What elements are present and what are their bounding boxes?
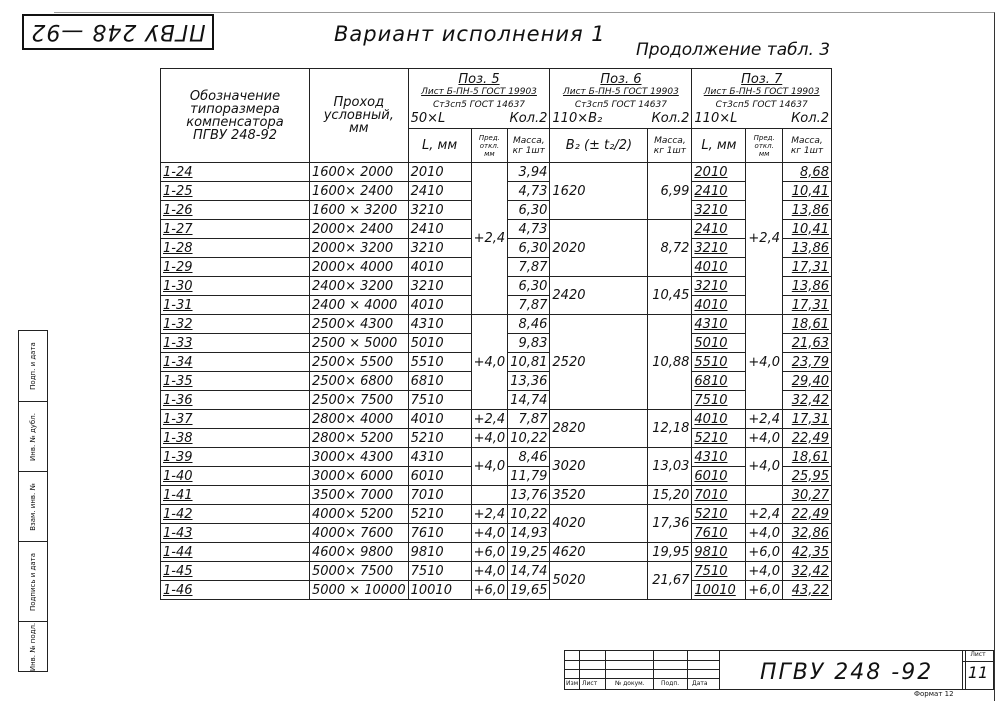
poz6-mass-cell: 10,45	[648, 277, 692, 315]
subheader-B6: B₂ (± t₂/2)	[550, 129, 648, 163]
nominal-size-cell: 2500 × 5000	[310, 334, 409, 353]
poz5-mass-cell: 7,87	[508, 258, 550, 277]
poz5-deviation-cell: +6,0	[471, 581, 508, 600]
stamp-text: ПГВУ 248 —92	[30, 19, 206, 45]
poz6-mass-cell: 13,03	[648, 448, 692, 486]
poz6-mass-cell: 21,67	[648, 562, 692, 600]
poz7-mass-cell: 25,95	[782, 467, 831, 486]
table-row	[161, 562, 832, 581]
nominal-size-cell: 1600× 2400	[310, 182, 409, 201]
poz7-deviation-cell: +2,4	[746, 410, 783, 429]
poz5-length-cell: 4010	[408, 410, 471, 429]
poz7-mass-cell: 13,86	[782, 239, 831, 258]
poz5-mass-cell: 19,25	[508, 543, 550, 562]
header-designation: Обозначение типоразмера компенсатора ПГВУ 248-92	[161, 69, 310, 163]
nominal-size-cell: 5000 × 10000	[310, 581, 409, 600]
poz5-length-cell: 2010	[408, 163, 471, 182]
poz6-width-cell: 2520	[550, 315, 648, 410]
nominal-size-cell: 2500× 4300	[310, 315, 409, 334]
side-cell-2: Подпись и дата	[19, 541, 47, 622]
poz7-mass-cell: 18,61	[782, 448, 831, 467]
poz5-length-cell: 4010	[408, 258, 471, 277]
nominal-size-cell: 5000× 7500	[310, 562, 409, 581]
designation-cell: 1-43	[161, 524, 310, 543]
binding-strip	[18, 330, 48, 672]
poz5-mass-cell: 14,74	[508, 391, 550, 410]
col-date: Дата	[692, 680, 708, 687]
poz7-deviation-cell: +4,0	[746, 562, 783, 581]
poz7-mass-cell: 22,49	[782, 429, 831, 448]
poz5-length-cell: 5210	[408, 505, 471, 524]
poz6-width-cell: 5020	[550, 562, 648, 600]
poz5-length-cell: 3210	[408, 201, 471, 220]
poz7-mass-cell: 17,31	[782, 296, 831, 315]
designation-cell: 1-29	[161, 258, 310, 277]
table-row	[161, 543, 832, 562]
poz7-length-cell: 4010	[692, 258, 746, 277]
col-izm: Изм	[566, 680, 579, 687]
poz7-mass-cell: 30,27	[782, 486, 831, 505]
table-row	[161, 448, 832, 467]
poz7-length-cell: 2010	[692, 163, 746, 182]
designation-cell: 1-28	[161, 239, 310, 258]
nominal-size-cell: 2500× 6800	[310, 372, 409, 391]
poz5-mass-cell: 14,74	[508, 562, 550, 581]
poz6-width-cell: 4020	[550, 505, 648, 543]
document-code: ПГВУ 248 -92	[760, 660, 934, 685]
subheader-mass5: Масса, кг 1шт	[508, 129, 550, 163]
format-label: Формат 12	[914, 690, 954, 698]
poz6-width-cell: 3520	[550, 486, 648, 505]
table-row	[161, 410, 832, 429]
poz7-mass-cell: 32,86	[782, 524, 831, 543]
poz5-length-cell: 3210	[408, 277, 471, 296]
poz5-mass-cell: 13,76	[508, 486, 550, 505]
poz7-length-cell: 4310	[692, 315, 746, 334]
subheader-L7: L, мм	[692, 129, 746, 163]
poz5-mass-cell: 7,87	[508, 410, 550, 429]
sheet-box	[962, 650, 994, 690]
poz7-length-cell: 4010	[692, 410, 746, 429]
poz5-deviation-cell	[471, 486, 508, 505]
table-row	[161, 581, 832, 600]
data-table	[160, 68, 832, 600]
poz5-deviation-cell: +4,0	[471, 562, 508, 581]
side-cell-5: Подп. и дата	[29, 342, 37, 390]
nominal-size-cell: 2000× 2400	[310, 220, 409, 239]
header-nominal-size: Проход условный, мм	[310, 69, 409, 163]
poz5-length-cell: 2410	[408, 182, 471, 201]
poz5-length-cell: 5210	[408, 429, 471, 448]
poz5-length-cell: 7610	[408, 524, 471, 543]
poz5-length-cell: 2410	[408, 220, 471, 239]
designation-cell: 1-44	[161, 543, 310, 562]
sheet-number: 11	[967, 663, 989, 682]
nominal-size-cell: 4600× 9800	[310, 543, 409, 562]
poz7-length-cell: 7610	[692, 524, 746, 543]
table-row	[161, 163, 832, 182]
poz5-mass-cell: 4,73	[508, 182, 550, 201]
poz7-deviation-cell: +2,4	[746, 505, 783, 524]
poz7-deviation-cell: +4,0	[746, 524, 783, 543]
nominal-size-cell: 1600× 2000	[310, 163, 409, 182]
table-row	[161, 315, 832, 334]
poz5-length-cell: 7510	[408, 391, 471, 410]
poz5-length-cell: 5010	[408, 334, 471, 353]
poz7-length-cell: 5510	[692, 353, 746, 372]
poz6-width-cell: 2420	[550, 277, 648, 315]
subheader-L5: L, мм	[408, 129, 471, 163]
poz5-mass-cell: 8,46	[508, 448, 550, 467]
nominal-size-cell: 2000× 3200	[310, 239, 409, 258]
poz7-deviation-cell: +4,0	[746, 448, 783, 486]
poz5-deviation-cell: +4,0	[471, 429, 508, 448]
poz7-mass-cell: 42,35	[782, 543, 831, 562]
table-row	[161, 486, 832, 505]
poz5-mass-cell: 6,30	[508, 277, 550, 296]
poz5-length-cell: 4310	[408, 448, 471, 467]
nominal-size-cell: 4000× 5200	[310, 505, 409, 524]
poz5-mass-cell: 6,30	[508, 239, 550, 258]
designation-cell: 1-33	[161, 334, 310, 353]
poz5-mass-cell: 10,81	[508, 353, 550, 372]
poz5-mass-cell: 10,22	[508, 505, 550, 524]
poz5-length-cell: 6010	[408, 467, 471, 486]
designation-cell: 1-34	[161, 353, 310, 372]
poz7-length-cell: 5210	[692, 429, 746, 448]
designation-cell: 1-41	[161, 486, 310, 505]
poz7-length-cell: 3210	[692, 277, 746, 296]
poz7-mass-cell: 10,41	[782, 182, 831, 201]
poz5-deviation-cell: +4,0	[471, 448, 508, 486]
poz6-width-cell: 4620	[550, 543, 648, 562]
designation-cell: 1-46	[161, 581, 310, 600]
side-cell-3: Взам. инв. №	[19, 471, 47, 542]
poz5-length-cell: 10010	[408, 581, 471, 600]
poz7-length-cell: 10010	[692, 581, 746, 600]
designation-cell: 1-45	[161, 562, 310, 581]
poz6-width-cell: 3020	[550, 448, 648, 486]
poz7-mass-cell: 43,22	[782, 581, 831, 600]
poz7-mass-cell: 13,86	[782, 201, 831, 220]
designation-cell: 1-27	[161, 220, 310, 239]
poz7-length-cell: 9810	[692, 543, 746, 562]
poz5-length-cell: 9810	[408, 543, 471, 562]
designation-cell: 1-39	[161, 448, 310, 467]
poz7-mass-cell: 32,42	[782, 562, 831, 581]
poz7-length-cell: 7510	[692, 391, 746, 410]
designation-cell: 1-37	[161, 410, 310, 429]
poz7-mass-cell: 10,41	[782, 220, 831, 239]
poz5-mass-cell: 8,46	[508, 315, 550, 334]
designation-cell: 1-42	[161, 505, 310, 524]
poz7-mass-cell: 17,31	[782, 258, 831, 277]
poz7-deviation-cell: +4,0	[746, 429, 783, 448]
poz5-mass-cell: 19,65	[508, 581, 550, 600]
poz6-mass-cell: 10,88	[648, 315, 692, 410]
poz7-length-cell: 6010	[692, 467, 746, 486]
nominal-size-cell: 2000× 4000	[310, 258, 409, 277]
poz7-length-cell: 3210	[692, 239, 746, 258]
poz5-length-cell: 7010	[408, 486, 471, 505]
poz7-deviation-cell: +4,0	[746, 315, 783, 410]
designation-cell: 1-36	[161, 391, 310, 410]
poz7-length-cell: 2410	[692, 220, 746, 239]
poz7-deviation-cell: +6,0	[746, 581, 783, 600]
designation-cell: 1-24	[161, 163, 310, 182]
nominal-size-cell: 2400 × 4000	[310, 296, 409, 315]
nominal-size-cell: 1600 × 3200	[310, 201, 409, 220]
rotated-stamp	[22, 14, 214, 50]
poz7-length-cell: 5010	[692, 334, 746, 353]
designation-cell: 1-26	[161, 201, 310, 220]
poz7-deviation-cell: +6,0	[746, 543, 783, 562]
poz5-mass-cell: 7,87	[508, 296, 550, 315]
poz5-length-cell: 4010	[408, 296, 471, 315]
poz7-length-cell: 6810	[692, 372, 746, 391]
poz7-length-cell: 7510	[692, 562, 746, 581]
subheader-dev5: Пред. откл. мм	[471, 129, 508, 163]
poz7-mass-cell: 22,49	[782, 505, 831, 524]
poz6-mass-cell: 6,99	[648, 163, 692, 220]
nominal-size-cell: 2800× 4000	[310, 410, 409, 429]
designation-cell: 1-30	[161, 277, 310, 296]
designation-cell: 1-35	[161, 372, 310, 391]
header-poz6: Поз. 6 Лист Б-ПН-5 ГОСТ 19903 Ст3сп5 ГОСТ 14637 110×B₂ Кол.2	[550, 69, 692, 129]
poz7-mass-cell: 17,31	[782, 410, 831, 429]
poz6-mass-cell: 12,18	[648, 410, 692, 448]
nominal-size-cell: 2400× 3200	[310, 277, 409, 296]
poz7-length-cell: 4010	[692, 296, 746, 315]
poz5-length-cell: 7510	[408, 562, 471, 581]
poz7-mass-cell: 18,61	[782, 315, 831, 334]
poz5-mass-cell: 11,79	[508, 467, 550, 486]
poz7-mass-cell: 29,40	[782, 372, 831, 391]
poz5-length-cell: 4310	[408, 315, 471, 334]
poz7-length-cell: 4310	[692, 448, 746, 467]
poz7-mass-cell: 23,79	[782, 353, 831, 372]
poz5-mass-cell: 9,83	[508, 334, 550, 353]
col-list: Лист	[582, 680, 598, 687]
revision-grid	[565, 651, 720, 689]
subheader-dev7: Пред. откл. мм	[746, 129, 783, 163]
col-doc: № докум.	[615, 680, 645, 687]
continuation-label: Продолжение табл. 3	[636, 40, 831, 60]
poz7-deviation-cell: +2,4	[746, 163, 783, 315]
poz6-width-cell: 2020	[550, 220, 648, 277]
subheader-mass6: Масса, кг 1шт	[648, 129, 692, 163]
poz5-mass-cell: 3,94	[508, 163, 550, 182]
sheet-label: Лист	[963, 651, 993, 662]
poz5-deviation-cell: +6,0	[471, 543, 508, 562]
poz5-mass-cell: 4,73	[508, 220, 550, 239]
poz7-mass-cell: 21,63	[782, 334, 831, 353]
poz5-length-cell: 5510	[408, 353, 471, 372]
poz7-mass-cell: 8,68	[782, 163, 831, 182]
poz5-deviation-cell: +2,4	[471, 505, 508, 524]
table-row	[161, 524, 832, 543]
poz6-width-cell: 1620	[550, 163, 648, 220]
variant-title: Вариант исполнения 1	[334, 22, 606, 46]
poz6-mass-cell: 8,72	[648, 220, 692, 277]
poz6-mass-cell: 17,36	[648, 505, 692, 543]
poz6-mass-cell: 19,95	[648, 543, 692, 562]
poz7-length-cell: 5210	[692, 505, 746, 524]
poz5-mass-cell: 14,93	[508, 524, 550, 543]
col-sign: Подп.	[661, 680, 680, 687]
poz7-length-cell: 3210	[692, 201, 746, 220]
poz5-deviation-cell: +4,0	[471, 524, 508, 543]
designation-cell: 1-31	[161, 296, 310, 315]
poz5-deviation-cell: +2,4	[471, 410, 508, 429]
nominal-size-cell: 2500× 5500	[310, 353, 409, 372]
nominal-size-cell: 3000× 4300	[310, 448, 409, 467]
poz5-mass-cell: 13,36	[508, 372, 550, 391]
designation-cell: 1-25	[161, 182, 310, 201]
poz5-length-cell: 6810	[408, 372, 471, 391]
header-poz7: Поз. 7 Лист Б-ПН-5 ГОСТ 19903 Ст3сп5 ГОСТ 14637 110×L Кол.2	[692, 69, 832, 129]
designation-cell: 1-32	[161, 315, 310, 334]
side-cell-1: Инв. № подл.	[19, 621, 47, 672]
designation-cell: 1-40	[161, 467, 310, 486]
poz6-mass-cell: 15,20	[648, 486, 692, 505]
poz7-mass-cell: 32,42	[782, 391, 831, 410]
nominal-size-cell: 3500× 7000	[310, 486, 409, 505]
poz7-length-cell: 7010	[692, 486, 746, 505]
designation-cell: 1-38	[161, 429, 310, 448]
table-row	[161, 505, 832, 524]
poz6-width-cell: 2820	[550, 410, 648, 448]
nominal-size-cell: 2500× 7500	[310, 391, 409, 410]
nominal-size-cell: 4000× 7600	[310, 524, 409, 543]
header-poz5: Поз. 5 Лист Б-ПН-5 ГОСТ 19903 Ст3сп5 ГОСТ 14637 50×L Кол.2	[408, 69, 550, 129]
poz5-deviation-cell: +4,0	[471, 315, 508, 410]
subheader-mass7: Масса, кг 1шт	[782, 129, 831, 163]
table-row	[161, 429, 832, 448]
poz5-length-cell: 3210	[408, 239, 471, 258]
poz5-mass-cell: 10,22	[508, 429, 550, 448]
side-cell-4: Инв. № дубл.	[19, 401, 47, 472]
poz7-length-cell: 2410	[692, 182, 746, 201]
poz5-deviation-cell: +2,4	[471, 163, 508, 315]
poz5-mass-cell: 6,30	[508, 201, 550, 220]
nominal-size-cell: 3000× 6000	[310, 467, 409, 486]
poz7-deviation-cell	[746, 486, 783, 505]
poz7-mass-cell: 13,86	[782, 277, 831, 296]
nominal-size-cell: 2800× 5200	[310, 429, 409, 448]
